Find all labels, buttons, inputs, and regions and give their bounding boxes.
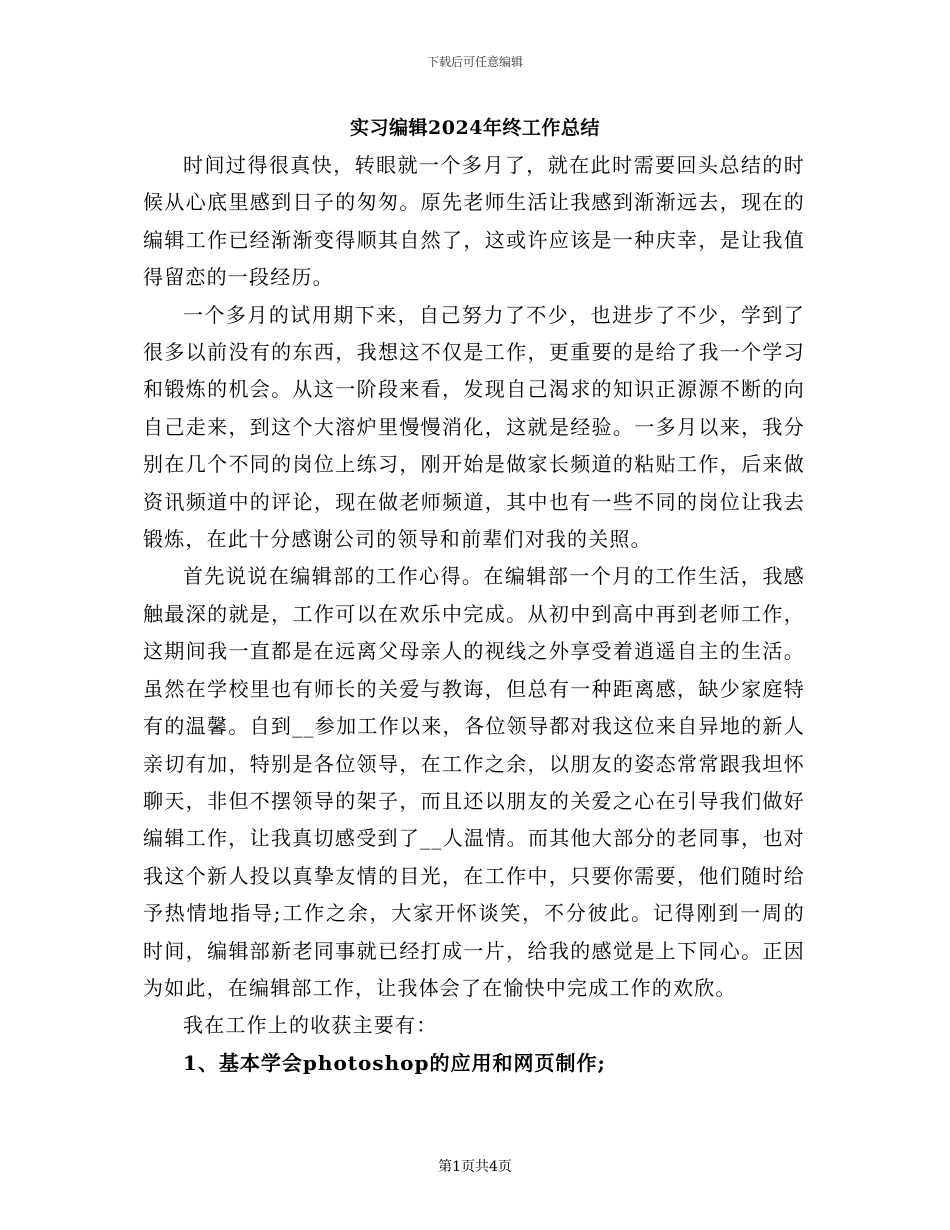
- document-title: 实习编辑2024年终工作总结: [350, 117, 600, 139]
- gain-item-1: 1、基本学会photoshop的应用和网页制作;: [183, 1050, 606, 1075]
- header-note: 下载后可任意编辑: [426, 55, 523, 69]
- paragraph-intro: 时间过得很真快，转眼就一个多月了，就在此时需要回头总结的时候从心底里感到日子的匆匆。原先老师生活让我感到渐渐远去，现在的编辑工作已经渐渐变得顺其自然了，这或许应该是一种庆幸，是让我值得留恋的一段经历。: [143, 153, 805, 290]
- paragraph-editorial-experience: 首先说说在编辑部的工作心得。在编辑部一个月的工作生活，我感触最深的就是，工作可以在欢乐中完成。从初中到高中再到老师工作，这期间我一直都是在远离父母亲人的视线之外享受着逍遥自主的生活。虽然在学校里也有师长的关爱与教诲，但总有一种距离感，缺少家庭特有的温馨。自到__参加工作以来，各位领导都对我这位来自异地的新人亲切有加，特别是各位领导，在工作之余，以朋友的姿态常常跟我坦怀聊天，非但不摆领导的架子，而且还以朋友的关爱之心在引导我们做好编辑工作，让我真切感受到了__人温情。而其他大部分的老同事，也对我这个新人投以真挚友情的目光，在工作中，只要你需要，他们随时给予热情地指导;工作之余，大家开怀谈笑，不分彼此。记得刚到一周的时间，编辑部新老同事就已经打成一片，给我的感觉是上下同心。正因为如此，在编辑部工作，让我体会了在愉快中完成工作的欢欣。: [143, 564, 805, 1000]
- paragraph-gains-intro: 我在工作上的收获主要有：: [183, 1013, 438, 1038]
- page-number: 第1页共4页: [438, 1159, 512, 1175]
- paragraph-trial-period: 一个多月的试用期下来，自己努力了不少，也进步了不少，学到了很多以前没有的东西，我想这不仅是工作，更重要的是给了我一个学习和锻炼的机会。从这一阶段来看，发现自己渴求的知识正源源不断的向自己走来，到这个大溶炉里慢慢消化，这就是经验。一多月以来，我分别在几个不同的岗位上练习，刚开始是做家长频道的粘贴工作，后来做资讯频道中的评论，现在做老师频道，其中也有一些不同的岗位让我去锻炼，在此十分感谢公司的领导和前辈们对我的关照。: [143, 302, 805, 552]
- document-body: [143, 147, 805, 1082]
